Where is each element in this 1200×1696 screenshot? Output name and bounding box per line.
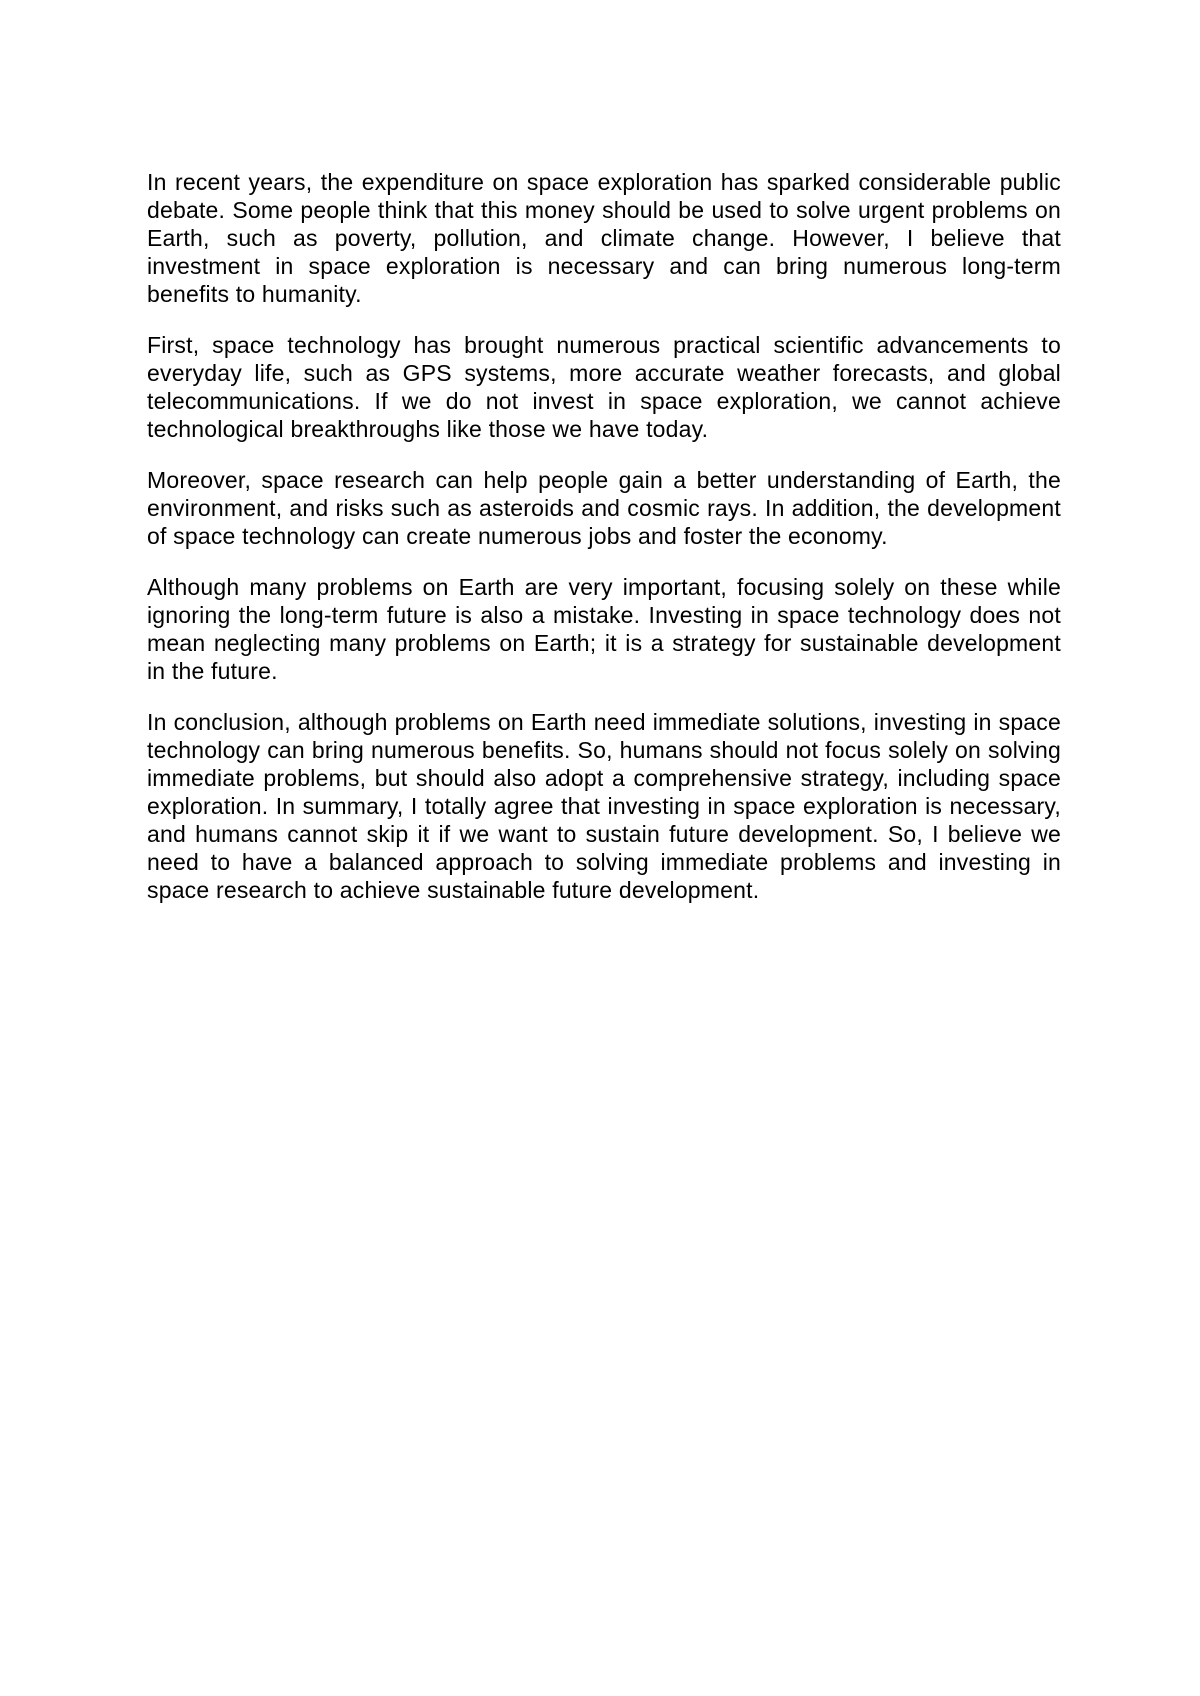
- paragraph-conclusion: In conclusion, although problems on Earth need immediate solutions, investing in space technology can bring numerous benefits. So, humans should not focus solely on solving immediate problems, but should also adopt a comprehensive strategy, including space exploration. In summary, I totally agree that investing in space exploration is necessary, and humans cannot skip it if we want to sustain future development. So, I believe we need to have a balanced approach to solving immediate problems and investing in space research to achieve sustainable future development.: [147, 709, 1061, 903]
- document-body: [147, 168, 1061, 927]
- paragraph-research-benefits: Moreover, space research can help people gain a better understanding of Earth, the environment, and risks such as asteroids and cosmic rays. In addition, the development of space technology can create numerous jobs and foster the economy.: [147, 467, 1061, 549]
- paragraph-technology-benefits: First, space technology has brought numerous practical scientific advancements to everyday life, such as GPS systems, more accurate weather forecasts, and global telecommunications. If we do not invest in space exploration, we cannot achieve technological breakthroughs like those we have today.: [147, 332, 1061, 442]
- paragraph-counterargument: Although many problems on Earth are very important, focusing solely on these while ignoring the long-term future is also a mistake. Investing in space technology does not mean neglecting many problems on Earth; it is a strategy for sustainable development in the future.: [147, 574, 1061, 684]
- paragraph-introduction: In recent years, the expenditure on space exploration has sparked considerable public debate. Some people think that this money should be used to solve urgent problems on Earth, such as poverty, pollution, and climate change. However, I believe that investment in space exploration is necessary and can bring numerous long-term benefits to humanity.: [147, 169, 1061, 307]
